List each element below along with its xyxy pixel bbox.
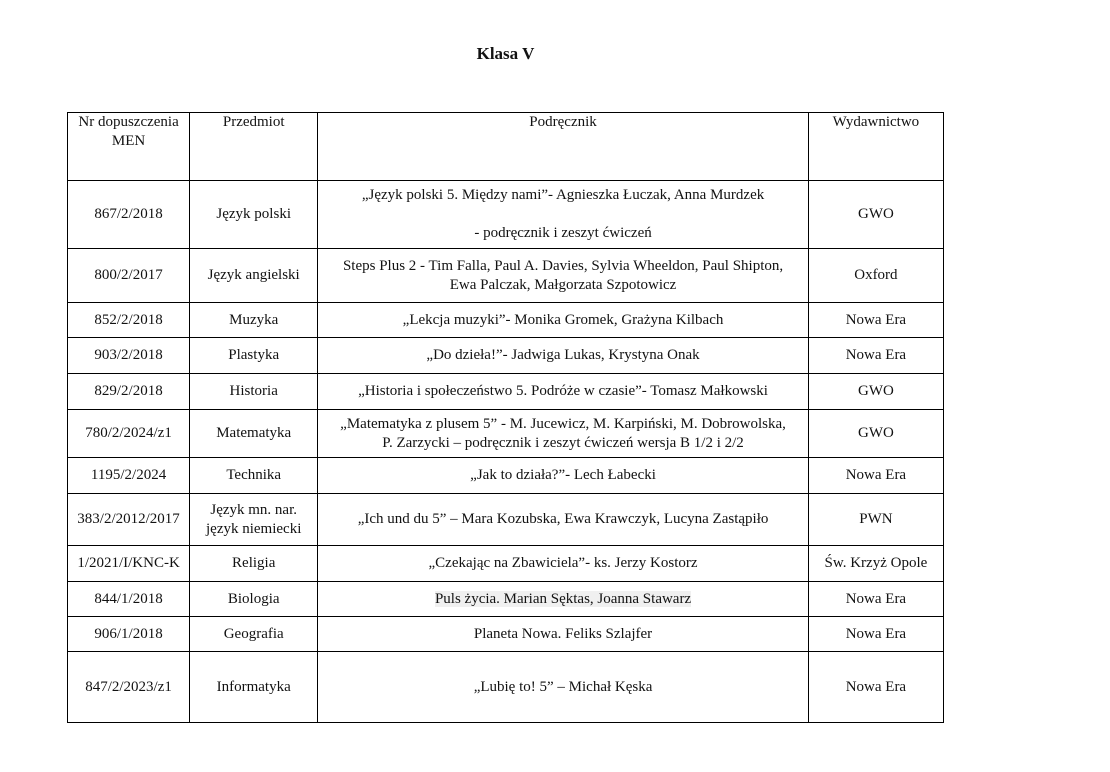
- cell-przedmiot: [190, 494, 318, 546]
- cell-przedmiot: [190, 458, 318, 494]
- cell-line: Język angielski: [207, 267, 300, 283]
- cell-line: - podręcznik i zeszyt ćwiczeń: [474, 225, 652, 241]
- cell-przedmiot: [190, 249, 318, 303]
- cell-nr: [68, 338, 190, 374]
- cell-przedmiot: [190, 338, 318, 374]
- cell-line: Nowa Era: [845, 678, 907, 695]
- cell-line: Religia: [232, 555, 276, 571]
- cell-nr: [68, 249, 190, 303]
- cell-podrecznik: [318, 374, 809, 410]
- cell-podrecznik: [318, 249, 809, 303]
- cell-line: PWN: [859, 511, 893, 527]
- cell-podrecznik: [318, 410, 809, 458]
- cell-line: 780/2/2024/z1: [85, 425, 172, 441]
- cell-przedmiot: [190, 410, 318, 458]
- cell-line: Podręcznik: [529, 114, 597, 130]
- table-row: [68, 546, 944, 582]
- column-header-przedmiot: [190, 113, 318, 181]
- cell-nr: [68, 546, 190, 582]
- cell-podrecznik: [318, 617, 809, 652]
- cell-line: „Czekając na Zbawiciela”- ks. Jerzy Kostorz: [428, 555, 698, 571]
- cell-line: Matematyka: [216, 425, 292, 441]
- column-header-nr: [68, 113, 190, 181]
- cell-line: Muzyka: [229, 311, 279, 328]
- table-row: [68, 249, 944, 303]
- cell-line: GWO: [857, 383, 894, 399]
- cell-line: [319, 205, 807, 224]
- cell-line: Język mn. nar.: [210, 501, 298, 518]
- cell-line: „Historia i społeczeństwo 5. Podróże w czasie”- Tomasz Małkowski: [358, 383, 768, 399]
- cell-podrecznik: [318, 546, 809, 582]
- cell-line: Geografia: [223, 625, 284, 642]
- cell-wydawnictwo: [808, 249, 943, 303]
- document-page: [67, 0, 944, 723]
- table-row: [68, 410, 944, 458]
- cell-wydawnictwo: [808, 617, 943, 652]
- cell-line: „Ich und du 5” – Mara Kozubska, Ewa Krawczyk, Lucyna Zastąpiło: [357, 511, 769, 527]
- table-header-row: [68, 113, 944, 181]
- cell-podrecznik: [318, 181, 809, 249]
- cell-line: Nowa Era: [845, 311, 907, 328]
- cell-wydawnictwo: [808, 181, 943, 249]
- table-row: [68, 582, 944, 617]
- cell-line: Ewa Palczak, Małgorzata Szpotowicz: [449, 276, 677, 293]
- column-header-wydawnictwo: [808, 113, 943, 181]
- table-row: [68, 617, 944, 652]
- cell-nr: [68, 652, 190, 723]
- cell-wydawnictwo: [808, 494, 943, 546]
- cell-line: 1195/2/2024: [90, 467, 167, 483]
- cell-line: „Do dzieła!”- Jadwiga Lukas, Krystyna Onak: [426, 347, 700, 363]
- cell-line: 847/2/2023/z1: [85, 678, 172, 695]
- table-row: [68, 374, 944, 410]
- cell-line: 903/2/2018: [94, 347, 163, 363]
- cell-nr: [68, 617, 190, 652]
- cell-przedmiot: [190, 617, 318, 652]
- textbook-table: [67, 112, 944, 723]
- cell-line: Św. Krzyż Opole: [824, 555, 928, 571]
- cell-line: 844/1/2018: [94, 590, 163, 607]
- cell-line: „Język polski 5. Między nami”- Agnieszka Łuczak, Anna Murdzek: [361, 187, 765, 203]
- cell-line: Nr dopuszczenia: [78, 114, 179, 130]
- cell-line: 800/2/2017: [94, 267, 163, 283]
- cell-wydawnictwo: [808, 410, 943, 458]
- cell-wydawnictwo: [808, 458, 943, 494]
- cell-podrecznik: [318, 458, 809, 494]
- cell-line: 867/2/2018: [94, 206, 163, 222]
- cell-line: „Lekcja muzyki”- Monika Gromek, Grażyna Kilbach: [402, 311, 724, 328]
- cell-line: Plastyka: [228, 347, 280, 363]
- cell-nr: [68, 374, 190, 410]
- cell-podrecznik: [318, 338, 809, 374]
- column-header-podrecznik: [318, 113, 809, 181]
- cell-nr: [68, 410, 190, 458]
- cell-line: „Matematyka z plusem 5” - M. Jucewicz, M. Karpiński, M. Dobrowolska,: [340, 415, 786, 432]
- cell-line: Historia: [229, 383, 278, 399]
- cell-line: Nowa Era: [845, 347, 907, 363]
- cell-line: Nowa Era: [845, 625, 907, 642]
- cell-line: P. Zarzycki – podręcznik i zeszyt ćwiczeń wersja B 1/2 i 2/2: [382, 434, 744, 451]
- cell-line: Nowa Era: [845, 467, 907, 483]
- cell-line: Biologia: [227, 590, 280, 607]
- cell-przedmiot: [190, 181, 318, 249]
- cell-przedmiot: [190, 303, 318, 338]
- cell-line: 852/2/2018: [94, 311, 163, 328]
- cell-line: Nowa Era: [845, 590, 907, 607]
- cell-line: język niemiecki: [206, 520, 302, 537]
- cell-podrecznik: [318, 494, 809, 546]
- cell-wydawnictwo: [808, 546, 943, 582]
- cell-przedmiot: [190, 652, 318, 723]
- cell-nr: [68, 181, 190, 249]
- table-row: [68, 458, 944, 494]
- cell-line: GWO: [857, 425, 894, 441]
- cell-nr: [68, 458, 190, 494]
- cell-line: [319, 590, 807, 609]
- table-row: [68, 494, 944, 546]
- cell-line: Informatyka: [216, 678, 291, 695]
- cell-wydawnictwo: [808, 374, 943, 410]
- cell-przedmiot: [190, 582, 318, 617]
- cell-line: Język polski: [216, 206, 291, 222]
- cell-wydawnictwo: [808, 338, 943, 374]
- table-row: [68, 338, 944, 374]
- cell-podrecznik: [318, 303, 809, 338]
- highlighted-text: Puls życia. Marian Sęktas, Joanna Stawarz: [434, 590, 692, 607]
- cell-nr: [68, 494, 190, 546]
- page-title: Klasa V: [476, 44, 535, 63]
- cell-line: „Lubię to! 5” – Michał Kęska: [473, 678, 653, 695]
- cell-wydawnictwo: [808, 652, 943, 723]
- cell-line: Oxford: [854, 267, 898, 283]
- cell-line: 1/2021/I/KNC-K: [77, 555, 180, 571]
- cell-wydawnictwo: [808, 303, 943, 338]
- cell-nr: [68, 303, 190, 338]
- table-row: [68, 652, 944, 723]
- cell-line: 906/1/2018: [94, 625, 163, 642]
- cell-line: Przedmiot: [222, 114, 285, 130]
- table-row: [68, 303, 944, 338]
- cell-line: 383/2/2012/2017: [77, 511, 180, 527]
- cell-przedmiot: [190, 546, 318, 582]
- cell-line: Steps Plus 2 - Tim Falla, Paul A. Davies, Sylvia Wheeldon, Paul Shipton,: [342, 257, 784, 274]
- table-row: [68, 181, 944, 249]
- cell-line: „Jak to działa?”- Lech Łabecki: [470, 467, 656, 483]
- cell-line: MEN: [111, 133, 146, 149]
- cell-line: 829/2/2018: [94, 383, 163, 399]
- cell-line: Planeta Nowa. Feliks Szlajfer: [473, 625, 653, 642]
- cell-line: Technika: [226, 467, 282, 483]
- cell-przedmiot: [190, 374, 318, 410]
- cell-wydawnictwo: [808, 582, 943, 617]
- cell-line: GWO: [857, 206, 894, 222]
- cell-podrecznik: [318, 582, 809, 617]
- cell-nr: [68, 582, 190, 617]
- cell-line: Wydawnictwo: [832, 114, 920, 130]
- cell-podrecznik: [318, 652, 809, 723]
